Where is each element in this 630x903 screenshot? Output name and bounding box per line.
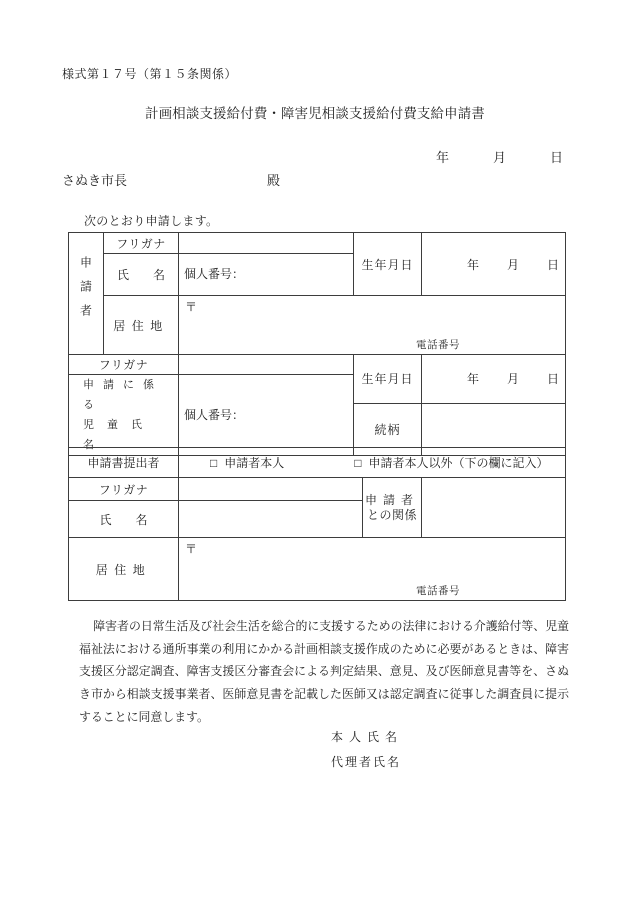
page-title: 計画相談支援給付費・障害児相談支援給付費支給申請書 <box>145 106 485 121</box>
child-furigana-label: フリガナ <box>69 355 179 375</box>
applicant-personal-number-cell <box>179 254 354 296</box>
applicant-furigana-label: フリガナ <box>104 233 179 254</box>
applicant-group-label: 申請者 <box>78 255 93 328</box>
date-line <box>0 147 630 166</box>
date-year-label: 年 <box>435 150 449 165</box>
postal-mark: 〒 <box>185 542 198 556</box>
submitter-furigana-field <box>179 478 363 501</box>
relation-label-line1: 申請者 <box>364 492 419 507</box>
option-other <box>354 454 548 471</box>
submitter-relation-field <box>422 478 566 538</box>
month-unit-label: 月 <box>506 372 519 387</box>
option-self-label: 申請者本人 <box>224 456 285 470</box>
date-day-label: 日 <box>549 150 563 165</box>
submitter-table <box>68 447 566 601</box>
submitter-name-label: 氏 名 <box>69 501 179 538</box>
personal-number-label: 個人番号： <box>184 267 245 281</box>
submitter-address-field <box>179 538 566 601</box>
child-name-label-line1: 申請に係る <box>83 379 163 411</box>
addressee-name: さぬき市長 <box>62 173 128 188</box>
child-birthdate-label: 生年月日 <box>354 355 422 404</box>
phone-label: 電話番号 <box>416 340 460 351</box>
option-self <box>210 454 284 471</box>
child-birthdate-field <box>422 355 566 404</box>
applicant-name-label: 氏 名 <box>104 254 179 296</box>
applicant-furigana-field <box>179 233 354 254</box>
year-unit-label: 年 <box>466 372 479 387</box>
applicant-address-field <box>179 296 566 355</box>
applicant-birthdate-field <box>422 233 566 296</box>
day-unit-label: 日 <box>546 372 559 387</box>
applicant-table <box>68 232 566 456</box>
child-name-label-cell <box>69 375 179 456</box>
applicant-birthdate-label: 生年月日 <box>354 233 422 296</box>
relation-label-line2: との関係 <box>366 507 417 522</box>
consent-paragraph: 障害者の日常生活及び社会生活を総合的に支援するための法律における介護給付等、児童福祉法における通所事業の利用にかかる計画相談支援作成のために必要があるときは、障害支援区分認定調査、障害支援区分審査会による判定結果、意見、及び医師意見書等を、さぬき市から相談支援事業者、医師意見書を記載した医師又は認定調査に従事した調査員に提示することに同意します。 <box>79 619 569 724</box>
date-month-label: 月 <box>492 150 506 165</box>
agent-name-label: 代理者氏名 <box>331 755 402 769</box>
checkbox-other-icon: □ <box>354 456 362 470</box>
day-unit-label: 日 <box>546 257 559 272</box>
child-name-label-line2: 児童氏名 <box>83 419 155 451</box>
child-relation-label: 続柄 <box>354 403 422 456</box>
submitter-type-cell <box>179 448 566 478</box>
child-furigana-field <box>179 355 354 375</box>
submitter-address-label: 居住地 <box>69 538 179 601</box>
postal-mark: 〒 <box>185 300 198 314</box>
submitter-relation-label-cell <box>363 478 422 538</box>
checkbox-self-icon: □ <box>210 456 218 470</box>
option-other-label: 申請者本人以外（下の欄に記入） <box>368 456 549 470</box>
submitter-name-field <box>179 501 363 538</box>
submitter-furigana-label: フリガナ <box>69 478 179 501</box>
self-name-label: 本人氏名 <box>331 730 404 744</box>
honorific: 殿 <box>267 173 281 188</box>
month-unit-label: 月 <box>506 257 519 272</box>
child-personal-number-cell <box>179 375 354 456</box>
applicant-group-label-cell <box>69 233 104 355</box>
submitter-label: 申請書提出者 <box>69 448 179 478</box>
intro-text: 次のとおり申請します。 <box>84 214 219 228</box>
applicant-address-label: 居住地 <box>104 296 179 355</box>
year-unit-label: 年 <box>466 257 479 272</box>
phone-label: 電話番号 <box>416 586 460 597</box>
form-number: 様式第１７号（第１５条関係） <box>62 67 238 81</box>
personal-number-label: 個人番号： <box>184 407 245 422</box>
addressee-line <box>62 170 280 189</box>
